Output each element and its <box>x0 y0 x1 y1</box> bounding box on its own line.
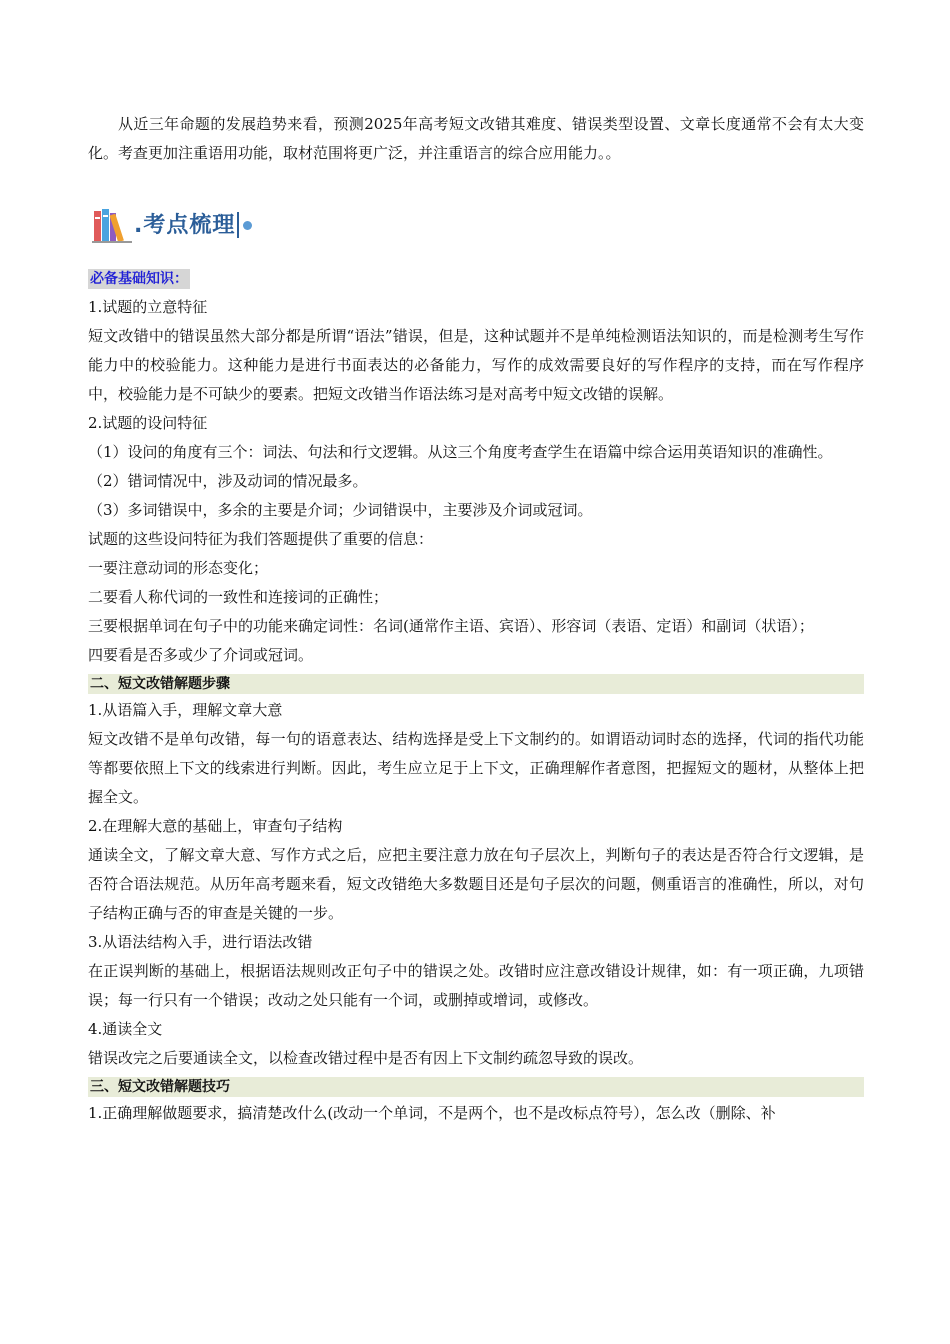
section1-heading-1: 1.试题的立意特征 <box>88 298 208 316</box>
intro-paragraph: 从近三年命题的发展趋势来看，预测2025年高考短文改错其难度、错误类型设置、文章长度通常不会有太大变化。考查更加注重语用功能，取材范围将更广泛，并注重语言的综合应用能力。。 <box>88 115 864 162</box>
section1-item: 试题的这些设问特征为我们答题提供了重要的信息： <box>88 530 434 548</box>
section1-paragraph-1: 短文改错中的错误虽然大部分都是所谓“语法”错误，但是，这种试题并不是单纯检测语法知识的，而是检测考生写作能力中的校验能力。这种能力是进行书面表达的必备能力，写作的成效需要良好的写作程序的支持，而在写作程序中，校验能力是不可缺少的要素。把短文改错当作语法练习是对高考中短文改错的误解。 <box>88 327 864 403</box>
step-body: 短文改错不是单句改错，每一句的语意表达、结构选择是受上下文制约的。如谓语动词时态的选择，代词的指代功能等都要依照上下文的线索进行判断。因此，考生应立足于上下文，正确理解作者意图，把握短文的题材，从整体上把握全文。 <box>88 730 864 806</box>
books-icon <box>92 205 132 245</box>
section1-item: 三要根据单词在句子中的功能来确定词性：名词(通常作主语、宾语）、形容词（表语、定语）和副词（状语）； <box>88 617 814 635</box>
section3-title: 三、短文改错解题技巧 <box>88 1077 864 1097</box>
section1-item: 二要看人称代词的一致性和连接词的正确性； <box>88 588 389 606</box>
section2-title: 二、短文改错解题步骤 <box>88 674 864 694</box>
section3-first-line: 1.正确理解做题要求，搞清楚改什么(改动一个单词，不是两个，也不是改标点符号），怎么改（删除、补 <box>88 1104 776 1122</box>
step-heading: 2.在理解大意的基础上，审查句子结构 <box>88 817 343 835</box>
section1-item: 四要看是否多或少了介词或冠词。 <box>88 646 314 664</box>
step-body: 在正误判断的基础上，根据语法规则改正句子中的错误之处。改错时应注意改错设计规律，如：有一项正确，九项错误；每一行只有一个错误；改动之处只能有一个词，或删掉或增词，或修改。 <box>88 962 864 1009</box>
step-heading: 1.从语篇入手，理解文章大意 <box>88 701 283 719</box>
logo-dot <box>243 221 252 230</box>
document-content <box>88 110 864 1128</box>
section1-item: （1）设问的角度有三个：词法、句法和行文逻辑。从这三个角度考查学生在语篇中综合运用英语知识的准确性。 <box>88 443 833 461</box>
step-body: 错误改完之后要通读全文，以检查改错过程中是否有因上下文制约疏忽导致的误改。 <box>88 1049 644 1067</box>
section1-item: （2）错词情况中，涉及动词的情况最多。 <box>88 472 368 490</box>
section1-heading-2: 2.试题的设问特征 <box>88 414 208 432</box>
section1-item: 一要注意动词的形态变化； <box>88 559 269 577</box>
section1-item: （3）多词错误中，多余的主要是介词；少词错误中，主要涉及介词或冠词。 <box>88 501 593 519</box>
section-logo <box>92 198 864 252</box>
logo-title: .考点梳理 <box>134 212 236 238</box>
logo-cursor <box>237 212 239 238</box>
basic-knowledge-label: 必备基础知识： <box>90 271 188 287</box>
step-body: 通读全文，了解文章大意、写作方式之后，应把主要注意力放在句子层次上，判断句子的表达是否符合行文逻辑，是否符合语法规范。从历年高考题来看，短文改错绝大多数题目还是句子层次的问题，侧重语言的准确性，所以，对句子结构正确与否的审查是关键的一步。 <box>88 846 864 922</box>
section1-label-row <box>88 264 864 293</box>
step-heading: 3.从语法结构入手，进行语法改错 <box>88 933 313 951</box>
step-heading: 4.通读全文 <box>88 1020 163 1038</box>
